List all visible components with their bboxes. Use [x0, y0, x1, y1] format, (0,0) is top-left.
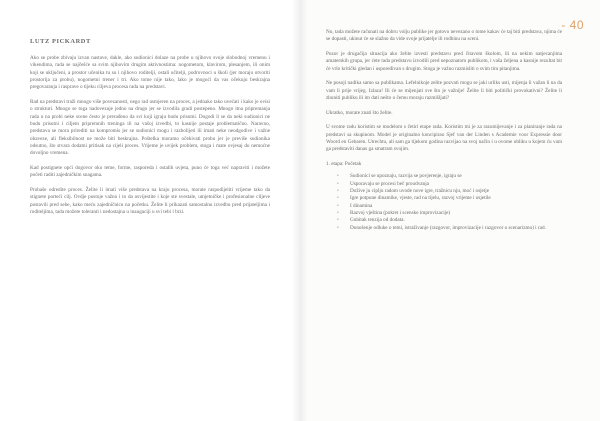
stage-list	[326, 173, 562, 232]
paragraph: Probaše odredite proces. Želite li imati više predstava na kraju procesa, morate raspodijeliti vrijeme tako da stignete porteći cilj. Ovdje postoje važno i to da osvijestite i koje ste svestale, umjetničke i profesionalne ciljeve postavili pred sebe, kako meću zajedničnicu na početku. Želite li prikazati samostalnu izvedbu pred prijateljima i roditeljima, tada možete toleranti i nedostajna u inaugaciji u svi tebi i brzi.	[30, 187, 270, 216]
paragraph: Rad na predstavi traži mnogo više povezanosti, nego rad usmjeren na proces, a jednako tako uvećati i kako je ovisi o strukturi. Mnogo se toga nadovezuje jedno na drugo jer se izvodila gradi postepeno. Mnogo itna pripremanja rada u na probi neke scene često je prerađeno da svi koji igraju budu prisutni. Dogodi li se da neki sudionici ne budu prisutni i ciljem pripremnih treninga ili na vašoj izvedbi, to kasnije postaje problematično. Naravno, predstava se mora prirediti na kompromis jer se sudionici mogu i razbolijeti ili imati neke neodgodive i važne obaveze, ali fleksibilnost ne može biti beskrajna. Poštelka moramo očekivati probu jer je previše sudionika odsutno, što stvara dodatni pritisak na cijeli proces. Vrijeme je uvijek problem, stoga i mate ovjesaj do nemoćne dovoljno vremena.	[30, 99, 270, 157]
list-item: • Igre potpune dinamike, vjeste, rad na tijelu, razvoj vrijeme i osjetile	[346, 195, 562, 202]
page-number: - 40	[561, 18, 584, 32]
paragraph: Ne posoji nadika samo sa publikama. Lefelnikoje zelite pozvati mogu se jaki urliks usti, mijenja li važan li na da vam li prije vrijeg. Izlaza! Ili će se mijenjati sve što je važnije! Želite li biti politički provokativni? Želite li zbuniti publiku ili im dati nešto o čemu moraju razmišljati?	[326, 80, 562, 101]
left-text-column	[30, 55, 270, 224]
list-item: • Dožive ju ciplju radom uvode nove igre, tražnicu nju, moć i osjetje	[346, 188, 562, 195]
list-item: • Donošenje odluke o temi, istraživanje (razgovor, improvizacije i razgovor o scenarizmu) i rad.	[346, 225, 562, 232]
author-name: LUTZ PICKARDT	[30, 38, 91, 45]
paragraph: No, tada možete računati na dobru volju publike jer gotovo nevezano o tome kakav će taj biti predstava, njima će se dopasti, ukinut će se slažno da vide svoje prijatelje ili rodbinu na sceni.	[326, 29, 562, 43]
paragraph: Pozor je drugačija situacija ako želite izvesti predstavu pred čitavom školom, ili na nekim natjecanjima amaterskih grupa, jer ćete tada predstavu izvodili pred nepoznatom publikom, i vaša željena a kasnije rezultat bit će vrlo kritički gledan i uspoređivan s drugim. Stoga je važno razmisliti o svim tim pitanjima.	[326, 50, 562, 72]
page-gutter	[292, 0, 308, 421]
stage-heading: 1. etapa: Početak	[326, 160, 362, 167]
list-item: • Usporavaju se procesi beč proudvanja	[346, 181, 562, 188]
paragraph: Ako se probe zbivaju izvan nastave, dakle, ako sudionici dolaze na probe u njihovo svoje slobodnoj vremenu i vikendima, rada se najčešće sa svim njihovim drugim aktivnostima: nogometom, klavirom, plesanjem, ili onim koji se uključeni, a prostor učenika tu su i njihovo roditelji, ostali učitelji, podrovnoci u školi (jer moraju otvoriti prostorija za probu), nogometni trener i tri. Ako tome nije tako, lako je mogući da vas očekuju beskrajna pregovaranja i rasprave o tijeku ciljeva procesa rada na predstavi.	[30, 55, 270, 91]
paragraph: U svome radu koristim se modelom s četiri etape rada. Koristim mi je za razumijevanje i za planiranje rada na predstavi sa skupinom. Model je originalno koncipirao Sjef van der Linden s Academie voor Expressie door Woord en Gebaren. Utrechtu, ali sam ga tijekom godina razvijao na svoj način i u ovome obliku u kojem ću vam ga predstaviti danas ga smatram svojim.	[326, 124, 562, 153]
paragraph: Ukratko, morate znati što želite.	[326, 109, 393, 116]
right-text-column	[326, 29, 562, 232]
list-item: • I dinamina	[346, 203, 562, 210]
list-item: • Sudionici se upoznaju, razvija se povjerenje, igraju se	[346, 173, 562, 180]
list-item: • Gubitak tenzija od dodata.	[346, 217, 562, 224]
list-item: • Razvoj vještina (pokret i scenske improvizacije)	[346, 210, 562, 217]
paragraph: Kad postignete opći dogovor oko teme, forme, rasporeda i ostalih uvjeta, puno će toga već napraviti i možete početi raditi zajedničkim snagama.	[30, 165, 270, 179]
